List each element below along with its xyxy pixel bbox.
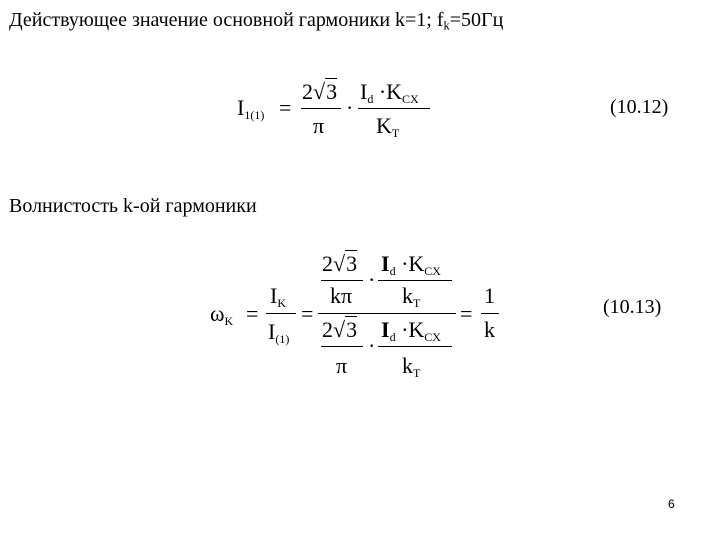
eq2-bot-kt-symbol: k bbox=[402, 353, 413, 378]
eq2-lhs bbox=[210, 302, 233, 333]
eq2-equals-2: = bbox=[301, 301, 314, 326]
eq2-equals-1: = bbox=[246, 301, 259, 326]
eq2-top-frac-bar bbox=[378, 280, 452, 281]
eq1-coef-denominator: π bbox=[313, 113, 325, 138]
eq2-top-coef-numerator bbox=[322, 252, 357, 276]
eq2-result-numerator: 1 bbox=[484, 283, 495, 308]
eq2-ik-symbol: I bbox=[270, 283, 278, 308]
sqrt-icon: √ bbox=[313, 79, 326, 104]
eq2-ratio-bar bbox=[266, 313, 296, 314]
eq1-coef-numerator bbox=[302, 80, 337, 104]
eq2-ik-subscript: K bbox=[277, 296, 286, 310]
eq2-equals-3: = bbox=[460, 301, 473, 326]
heading-subscript: k bbox=[443, 18, 450, 33]
sqrt-icon: √ bbox=[333, 251, 346, 276]
eq2-top-id-subscript: d bbox=[389, 264, 396, 278]
eq1-lhs bbox=[237, 96, 264, 127]
eq2-ratio-numerator bbox=[270, 284, 286, 315]
eq1-inner-cdot: · bbox=[378, 79, 387, 104]
heading-tail: =50Гц bbox=[449, 9, 504, 31]
eq1-lhs-symbol: I bbox=[237, 95, 245, 120]
eq1-kt-subscript: T bbox=[391, 126, 400, 140]
eq2-bot-coef-denominator: π bbox=[336, 353, 348, 378]
eq1-frac-numerator bbox=[360, 80, 419, 111]
eq2-bot-id-symbol: I bbox=[381, 317, 390, 342]
eq1-equals: = bbox=[279, 95, 292, 120]
eq2-i1-subscript: (1) bbox=[275, 332, 290, 346]
eq2-bot-cdot: · bbox=[368, 333, 376, 358]
eq2-top-cdot: · bbox=[368, 267, 376, 292]
eq2-bot-frac-denominator bbox=[402, 354, 420, 385]
eq2-bot-k-symbol: K bbox=[408, 317, 425, 342]
eq2-omega-symbol: ω bbox=[210, 301, 225, 326]
eq2-bot-k-subscript: CX bbox=[424, 330, 441, 344]
eq2-i1-symbol: I bbox=[268, 319, 276, 344]
heading-ripple: Волнистость k-ой гармоники bbox=[9, 195, 257, 217]
eq2-omega-subscript: K bbox=[224, 314, 234, 328]
eq1-frac-denominator bbox=[376, 114, 399, 145]
eq1-current-symbol: I bbox=[360, 79, 368, 104]
eq2-bot-frac-bar bbox=[378, 346, 452, 347]
eq2-bot-frac-numerator bbox=[381, 318, 441, 349]
eq2-bot-coef-radical: 3 bbox=[346, 317, 358, 342]
eq2-ratio-denominator bbox=[268, 320, 289, 351]
eq2-bot-inner-cdot: · bbox=[401, 317, 409, 342]
page-number: 6 bbox=[668, 497, 675, 511]
eq1-coef-digit: 2 bbox=[302, 79, 313, 104]
eq2-top-frac-denominator bbox=[402, 284, 420, 315]
eq2-top-coef-digit: 2 bbox=[322, 251, 333, 276]
eq2-top-id-symbol: I bbox=[381, 251, 390, 276]
eq2-top-k-subscript: CX bbox=[424, 264, 441, 278]
eq2-number: (10.13) bbox=[603, 296, 662, 318]
eq2-top-frac-numerator bbox=[381, 252, 441, 283]
eq2-result-bar bbox=[481, 313, 499, 314]
eq1-coef-radical: 3 bbox=[326, 79, 338, 104]
eq2-bot-coef-digit: 2 bbox=[322, 317, 333, 342]
heading-text: Действующее значение основной гармоники k=1; f bbox=[9, 9, 444, 31]
heading-fundamental-harmonic bbox=[9, 8, 503, 37]
eq2-bot-coef-bar bbox=[321, 346, 363, 347]
eq2-main-fraction-bar bbox=[318, 313, 456, 314]
eq1-current-subscript: d bbox=[367, 92, 374, 106]
eq1-k-subscript: CX bbox=[402, 92, 419, 106]
eq2-bot-coef-numerator bbox=[322, 318, 357, 342]
eq1-frac-bar bbox=[358, 108, 430, 109]
eq2-top-k-symbol: K bbox=[408, 251, 425, 276]
eq1-number: (10.12) bbox=[610, 96, 669, 118]
eq2-top-coef-denominator: kπ bbox=[330, 283, 353, 308]
eq2-top-coef-bar bbox=[321, 280, 363, 281]
eq1-kt-symbol: K bbox=[376, 113, 392, 138]
eq2-top-inner-cdot: · bbox=[401, 251, 409, 276]
eq2-result-denominator: k bbox=[484, 317, 495, 342]
eq2-bot-id-subscript: d bbox=[389, 330, 396, 344]
eq2-top-kt-symbol: k bbox=[402, 283, 413, 308]
eq1-k-symbol: K bbox=[386, 79, 403, 104]
eq1-cdot: · bbox=[346, 95, 354, 120]
eq1-coef-fraction-bar bbox=[301, 108, 341, 109]
eq1-lhs-subscript: 1(1) bbox=[244, 108, 265, 122]
eq2-top-kt-subscript: T bbox=[413, 296, 421, 310]
sqrt-icon: √ bbox=[333, 317, 346, 342]
eq2-top-coef-radical: 3 bbox=[346, 251, 358, 276]
eq2-bot-kt-subscript: T bbox=[413, 366, 421, 380]
